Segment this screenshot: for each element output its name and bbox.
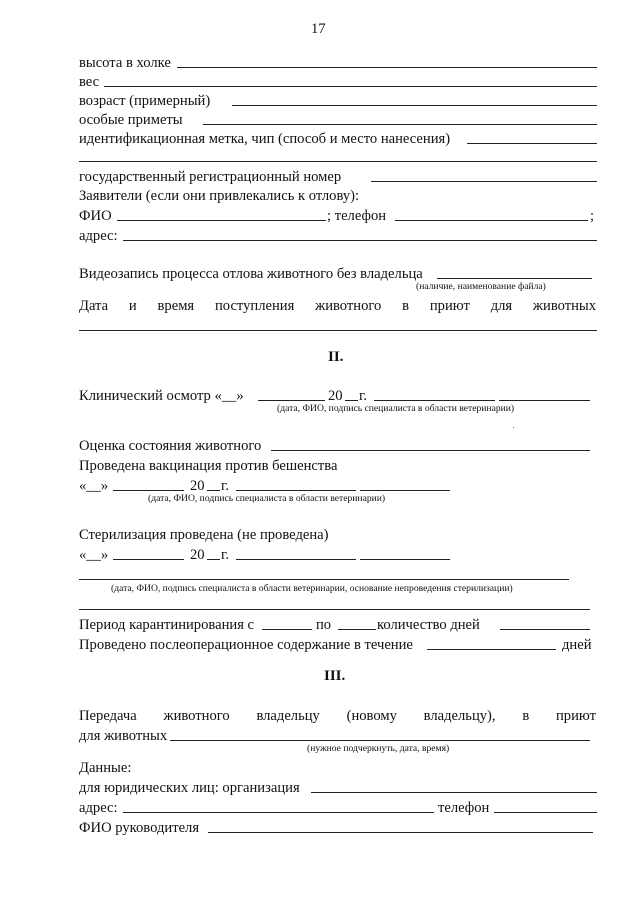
applicant-address-field-line[interactable] [123,240,597,241]
arrival-word: в [402,298,410,314]
transfer-label [79,707,596,725]
quarantine-to-field[interactable] [338,629,376,630]
section-3-heading: III. [324,668,346,684]
director-field-line[interactable] [208,832,593,833]
transfer-word: (новому [346,708,397,724]
applicant-address-label: адрес: [79,228,118,244]
video-field-line[interactable] [437,278,592,279]
age-label: возраст (примерный) [79,93,211,109]
reg-number-field-line[interactable] [371,181,597,182]
postop-days-label: дней [562,637,592,653]
age-field-line[interactable] [232,105,597,106]
sterilization-year-suffix: г. [221,547,229,563]
transfer-word: Передача [79,708,137,724]
sterilization-fio-field[interactable] [236,559,356,560]
transfer-word: владельцу), [423,708,496,724]
applicant-fio-label: ФИО [79,208,112,224]
scan-speck [513,427,514,428]
vaccination-signature-field[interactable] [360,490,450,491]
sterilization-extra-field-line[interactable] [79,609,590,610]
org-phone-field-line[interactable] [494,812,597,813]
postop-label: Проведено послеоперационное содержание в течение [79,637,413,653]
page-number: 17 [311,21,326,37]
chip-label: идентификационная метка, чип (способ и место нанесения) [79,131,451,147]
transfer-line2-label: для животных [79,728,168,744]
section-2-heading: II. [328,349,344,365]
sterilization-day: «__» [79,547,109,563]
org-address-label: адрес: [79,800,118,816]
applicant-phone-field-line[interactable] [395,220,588,221]
applicant-phone-label: ; телефон [327,208,387,224]
arrival-word: и [128,298,137,314]
quarantine-days-field[interactable] [500,629,590,630]
arrival-word: Дата [79,298,109,314]
weight-field-line[interactable] [104,86,597,87]
sterilization-year-field[interactable] [207,559,220,560]
marks-field-line[interactable] [203,124,597,125]
video-note: (наличие, наименование файла) [416,281,546,292]
vaccination-year-20: 20 [190,478,205,494]
organization-label: для юридических лиц: организация [79,780,300,796]
clinical-signature-field[interactable] [499,400,590,401]
quarantine-to-label: по [316,617,332,633]
applicant-fio-field-line[interactable] [117,220,326,221]
condition-label: Оценка состояния животного [79,438,262,454]
transfer-word: животного [163,708,230,724]
vaccination-year-field[interactable] [207,490,220,491]
sterilization-note: (дата, ФИО, подпись специалиста в области ветеринарии, основание непроведения стерилизации) [111,583,513,594]
clinical-fio-field[interactable] [374,400,495,401]
arrival-word: поступления [214,298,295,314]
clinical-year-suffix: г. [359,388,367,404]
director-label: ФИО руководителя [79,820,200,836]
transfer-word: приют [555,708,596,724]
sterilization-year-20: 20 [190,547,205,563]
weight-label: вес [79,74,100,90]
vaccination-fio-field[interactable] [236,490,356,491]
arrival-date-label [79,297,596,315]
clinical-year-field[interactable] [345,400,358,401]
clinical-note: (дата, ФИО, подпись специалиста в области ветеринарии) [277,403,515,414]
transfer-word: в [522,708,530,724]
quarantine-label: Период карантинирования с [79,617,255,633]
arrival-word: время [157,298,195,314]
arrival-word: животного [315,298,382,314]
transfer-note: (нужное подчеркнуть, дата, время) [307,743,450,754]
arrival-word: для [490,298,513,314]
transfer-word: владельцу [256,708,320,724]
organization-field-line[interactable] [311,792,597,793]
vaccination-note: (дата, ФИО, подпись специалиста в области ветеринарии) [148,493,386,504]
marks-label: особые приметы [79,112,183,128]
chip-field-line[interactable] [467,143,597,144]
clinical-month-field[interactable] [258,400,325,401]
sterilization-label: Стерилизация проведена (не проведена) [79,527,329,543]
sterilization-month-field[interactable] [113,559,184,560]
chip-field-line-2[interactable] [79,161,597,162]
org-address-field-line[interactable] [123,812,434,813]
vaccination-label: Проведена вакцинация против бешенства [79,458,338,474]
height-label: высота в холке [79,55,171,71]
org-phone-label: телефон [438,800,490,816]
data-label: Данные: [79,760,132,776]
sterilization-basis-field-line[interactable] [79,579,569,580]
height-field-line[interactable] [177,67,597,68]
arrival-word: приют [429,298,470,314]
quarantine-days-label: количество дней [377,617,480,633]
condition-field-line[interactable] [271,450,590,451]
vaccination-day: «__» [79,478,109,494]
arrival-date-field-line[interactable] [79,330,597,331]
vaccination-year-suffix: г. [221,478,229,494]
reg-number-label: государственный регистрационный номер [79,169,342,185]
applicants-label: Заявители (если они привлекались к отлову): [79,188,360,204]
video-label: Видеозапись процесса отлова животного без владельца [79,266,423,282]
vaccination-month-field[interactable] [113,490,184,491]
clinical-exam-label: Клинический осмотр «__» [79,388,244,404]
clinical-year-20: 20 [328,388,343,404]
transfer-field-line[interactable] [170,740,590,741]
arrival-word: животных [532,298,596,314]
sterilization-signature-field[interactable] [360,559,450,560]
postop-days-field[interactable] [427,649,556,650]
semicolon: ; [590,208,595,224]
quarantine-from-field[interactable] [262,629,312,630]
